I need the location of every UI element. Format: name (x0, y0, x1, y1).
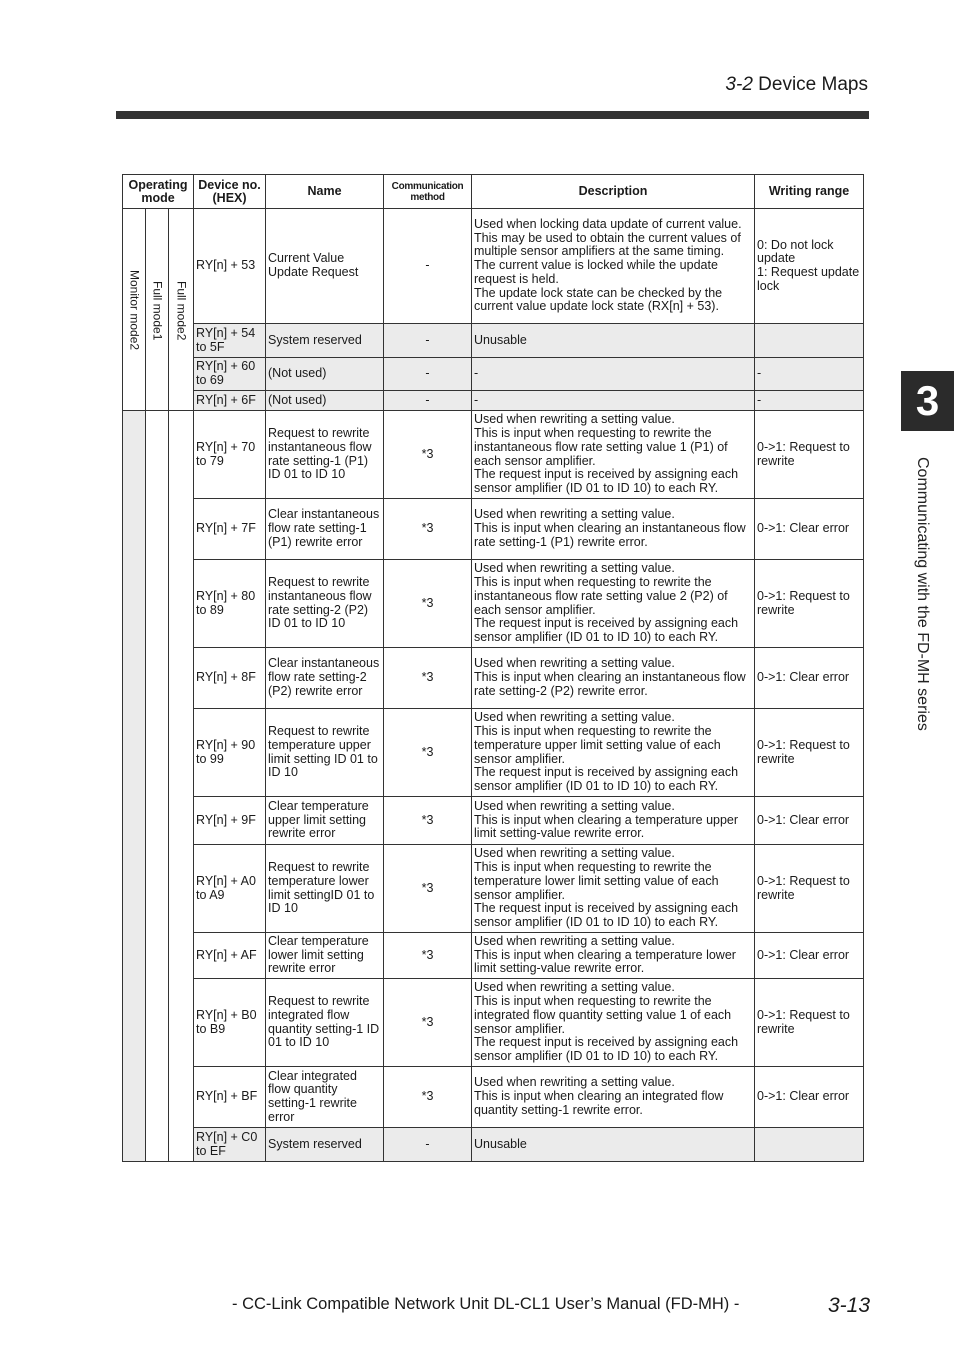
table-row (123, 797, 864, 845)
header-device-no: Device no. (HEX) (194, 175, 266, 209)
comm-method-cell: *3 (384, 499, 472, 560)
writing-range-cell: 0->1: Clear error (755, 648, 864, 709)
writing-range-cell: 0->1: Clear error (755, 1067, 864, 1128)
comm-method-cell: *3 (384, 933, 472, 979)
section-title: Device Maps (752, 74, 868, 95)
device-cell: RY[n] + BF (194, 1067, 266, 1128)
description-cell: Used when rewriting a setting value. This is input when clearing an instantaneous flow rate setting-1 (P1) rewrite error. (472, 499, 755, 560)
header-description: Description (472, 175, 755, 209)
device-cell: RY[n] + 53 (194, 209, 266, 324)
comm-method-cell: *3 (384, 845, 472, 933)
name-cell: System reserved (266, 324, 384, 358)
comm-method-cell: *3 (384, 1067, 472, 1128)
writing-range-cell: 0->1: Request to rewrite (755, 845, 864, 933)
mode-label: Full mode1 (150, 280, 165, 341)
description-cell: Used when rewriting a setting value. This is input when clearing a temperature upper limit setting-value rewrite error. (472, 797, 755, 845)
table-row (123, 209, 864, 324)
device-cell: RY[n] + 9F (194, 797, 266, 845)
table-row (123, 411, 864, 499)
mode-column (146, 411, 169, 1162)
chapter-title: Communicating with the FD-MH series (914, 457, 931, 731)
comm-method-cell: *3 (384, 411, 472, 499)
mode-column (169, 209, 194, 411)
name-cell: System reserved (266, 1128, 384, 1162)
table-row (123, 933, 864, 979)
comm-method-cell: *3 (384, 560, 472, 648)
name-cell: Request to rewrite integrated flow quantity setting-1 ID 01 to ID 10 (266, 979, 384, 1067)
description-cell: - (472, 391, 755, 411)
name-cell: Request to rewrite instantaneous flow rate setting-1 (P1) ID 01 to ID 10 (266, 411, 384, 499)
name-cell: (Not used) (266, 391, 384, 411)
comm-method-cell: - (384, 391, 472, 411)
writing-range-cell: 0->1: Clear error (755, 797, 864, 845)
table-row (123, 1128, 864, 1162)
device-cell: RY[n] + AF (194, 933, 266, 979)
device-cell: RY[n] + 90 to 99 (194, 709, 266, 797)
description-cell: Used when rewriting a setting value. This is input when clearing a temperature lower limit setting-value rewrite error. (472, 933, 755, 979)
description-cell: Used when rewriting a setting value. This is input when clearing an instantaneous flow rate setting-2 (P2) rewrite error. (472, 648, 755, 709)
description-cell: Used when rewriting a setting value. This is input when requesting to rewrite the integrated flow quantity setting value 1 of each sensor amplifier. The request input is received by assigning each sensor amplifier (ID 01 to ID 10) to each RY. (472, 979, 755, 1067)
device-cell: RY[n] + 60 to 69 (194, 358, 266, 391)
device-cell: RY[n] + C0 to EF (194, 1128, 266, 1162)
table-row (123, 709, 864, 797)
writing-range-cell: 0->1: Request to rewrite (755, 979, 864, 1067)
name-cell: Clear instantaneous flow rate setting-2 (P2) rewrite error (266, 648, 384, 709)
header-operating-mode: Operating mode (123, 175, 194, 209)
name-cell: Clear instantaneous flow rate setting-1 (P1) rewrite error (266, 499, 384, 560)
comm-method-cell: *3 (384, 709, 472, 797)
comm-method-cell: - (384, 358, 472, 391)
device-cell: RY[n] + A0 to A9 (194, 845, 266, 933)
table-row (123, 979, 864, 1067)
page-header (725, 74, 868, 96)
name-cell: Clear integrated flow quantity setting-1 rewrite error (266, 1067, 384, 1128)
description-cell: Used when rewriting a setting value. This is input when clearing an integrated flow quantity setting-1 rewrite error. (472, 1067, 755, 1128)
writing-range-cell: 0->1: Request to rewrite (755, 411, 864, 499)
name-cell: Clear temperature lower limit setting rewrite error (266, 933, 384, 979)
device-map-table (122, 174, 864, 1162)
name-cell: Current Value Update Request (266, 209, 384, 324)
header-writing-range: Writing range (755, 175, 864, 209)
table-row (123, 1067, 864, 1128)
name-cell: Request to rewrite instantaneous flow rate setting-2 (P2) ID 01 to ID 10 (266, 560, 384, 648)
writing-range-cell: - (755, 391, 864, 411)
name-cell: (Not used) (266, 358, 384, 391)
header-rule (116, 111, 869, 119)
device-cell: RY[n] + 6F (194, 391, 266, 411)
description-cell: Used when locking data update of current value. This may be used to obtain the current values of multiple sensor amplifiers at the same timing. The current value is locked while the update request is held. The update lock state can be checked by the current value update lock state (RX[n] + 53). (472, 209, 755, 324)
table-row (123, 560, 864, 648)
device-cell: RY[n] + B0 to B9 (194, 979, 266, 1067)
table-row (123, 499, 864, 560)
device-cell: RY[n] + 54 to 5F (194, 324, 266, 358)
table-row (123, 324, 864, 358)
section-number: 3-2 (725, 74, 753, 95)
header-communication-method: Communication method (384, 175, 472, 209)
writing-range-cell: 0->1: Clear error (755, 933, 864, 979)
comm-method-cell: *3 (384, 797, 472, 845)
writing-range-cell (755, 324, 864, 358)
writing-range-cell: 0->1: Clear error (755, 499, 864, 560)
mode-column-unavailable (123, 411, 146, 1162)
description-cell: - (472, 358, 755, 391)
table-row (123, 648, 864, 709)
description-cell: Unusable (472, 1128, 755, 1162)
writing-range-cell: 0: Do not lock update 1: Request update lock (755, 209, 864, 324)
page-number: 3-13 (828, 1294, 871, 1317)
comm-method-cell: - (384, 324, 472, 358)
mode-label: Full mode2 (174, 280, 189, 341)
mode-column (169, 411, 194, 1162)
mode-label: Monitor mode2 (127, 270, 142, 351)
writing-range-cell (755, 1128, 864, 1162)
description-cell: Used when rewriting a setting value. This is input when requesting to rewrite the temperature lower limit setting value of each sensor amplifier. The request input is received by assigning each sensor amplifier (ID 01 to ID 10) to each RY. (472, 845, 755, 933)
comm-method-cell: *3 (384, 648, 472, 709)
description-cell: Used when rewriting a setting value. This is input when requesting to rewrite the instantaneous flow rate setting value 1 (P1) of each sensor amplifier. The request input is received by assigning each sensor amplifier (ID 01 to ID 10) to each RY. (472, 411, 755, 499)
name-cell: Request to rewrite temperature lower limit settingID 01 to ID 10 (266, 845, 384, 933)
writing-range-cell: - (755, 358, 864, 391)
description-cell: Unusable (472, 324, 755, 358)
chapter-tab: 3 (901, 371, 954, 431)
writing-range-cell: 0->1: Request to rewrite (755, 560, 864, 648)
device-cell: RY[n] + 7F (194, 499, 266, 560)
device-cell: RY[n] + 70 to 79 (194, 411, 266, 499)
manual-title: - CC-Link Compatible Network Unit DL-CL1 User’s Manual (FD-MH) - (232, 1295, 740, 1313)
comm-method-cell: - (384, 209, 472, 324)
name-cell: Clear temperature upper limit setting rewrite error (266, 797, 384, 845)
name-cell: Request to rewrite temperature upper limit setting ID 01 to ID 10 (266, 709, 384, 797)
header-name: Name (266, 175, 384, 209)
table-row (123, 845, 864, 933)
mode-column (146, 209, 169, 411)
device-cell: RY[n] + 80 to 89 (194, 560, 266, 648)
description-cell: Used when rewriting a setting value. This is input when requesting to rewrite the instantaneous flow rate setting value 2 (P2) of each sensor amplifier. The request input is received by assigning each sensor amplifier (ID 01 to ID 10) to each RY. (472, 560, 755, 648)
table-row (123, 358, 864, 391)
description-cell: Used when rewriting a setting value. This is input when requesting to rewrite the temperature upper limit setting value of each sensor amplifier. The request input is received by assigning each sensor amplifier (ID 01 to ID 10) to each RY. (472, 709, 755, 797)
comm-method-cell: - (384, 1128, 472, 1162)
writing-range-cell: 0->1: Request to rewrite (755, 709, 864, 797)
comm-method-cell: *3 (384, 979, 472, 1067)
device-cell: RY[n] + 8F (194, 648, 266, 709)
mode-column (123, 209, 146, 411)
table-row (123, 391, 864, 411)
